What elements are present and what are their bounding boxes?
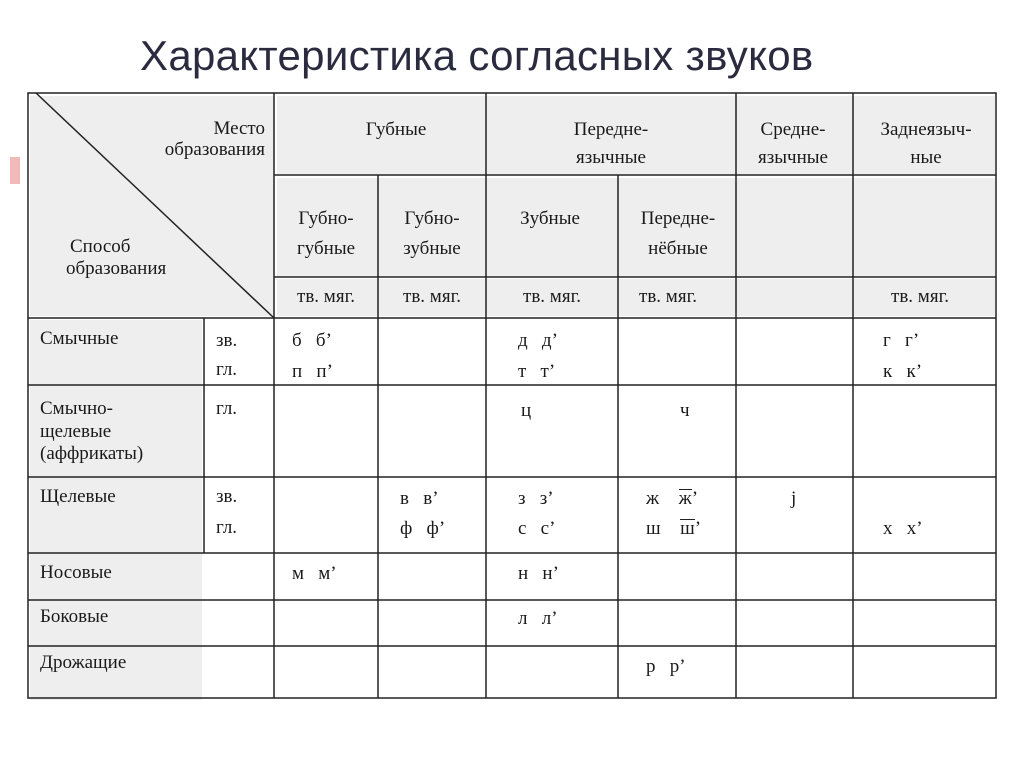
cell-fricative-middle: j: [791, 488, 797, 509]
cell-stop-back-voiced: г г’: [883, 330, 920, 351]
cell-stop-bilabial-voiced: б б’: [292, 330, 332, 351]
row-label-fricative: Щелевые: [40, 486, 116, 507]
subheader-bilabial-2: губные: [296, 238, 356, 259]
cell-fricative-back: х х’: [883, 518, 923, 539]
cell-stop-bilabial-voiceless: п п’: [292, 361, 333, 382]
header-front-2: язычные: [576, 147, 646, 168]
row-voiceless-stop: гл.: [216, 359, 238, 380]
header-front-1: Передне-: [573, 119, 649, 140]
corner-place-label-2: образования: [164, 139, 265, 160]
row-label-affricate-3: (аффрикаты): [40, 443, 144, 464]
cell-stop-dental-voiceless: т т’: [518, 361, 556, 382]
subheader-labiodental-2: зубные: [403, 238, 461, 259]
cell-zh-long: ж: [678, 488, 692, 509]
cell-fricative-palatal-voiceless: [646, 518, 701, 540]
corner-manner-label-1: Способ: [70, 236, 131, 257]
row-label-nasal: Носовые: [40, 562, 112, 583]
cell-fricative-palatal-voiced: [646, 488, 698, 510]
cell-nasal-dental: н н’: [518, 563, 559, 584]
cell-lateral-dental: л л’: [518, 608, 558, 629]
header-middle-1: Средне-: [760, 119, 826, 140]
corner-place-label-1: Место: [213, 118, 265, 139]
hardsoft-labiodental: тв. мяг.: [403, 286, 461, 307]
hardsoft-back: тв. мяг.: [891, 286, 949, 307]
cell-stop-dental-voiced: д д’: [518, 330, 558, 351]
header-back-2: ные: [910, 147, 942, 168]
header-labial: Губные: [365, 119, 427, 140]
cell-sh-long: ш: [680, 518, 695, 539]
row-label-lateral: Боковые: [40, 606, 109, 627]
cell-zh-mark: ’: [691, 488, 699, 509]
subheader-palatal-2: нёбные: [648, 238, 708, 259]
cell-zh-hard: ж: [646, 488, 660, 509]
cell-stop-back-voiceless: к к’: [883, 361, 923, 382]
subheader-palatal-1: Передне-: [640, 208, 716, 229]
row-label-affricate-2: щелевые: [40, 421, 112, 442]
row-label-affricate-1: Смычно-: [40, 398, 114, 419]
cell-sh-hard: ш: [646, 518, 661, 539]
row-voiceless-fricative: гл.: [216, 517, 238, 538]
hardsoft-palatal: тв. мяг.: [639, 286, 697, 307]
cell-fricative-labiodental-voiced: в в’: [400, 488, 439, 509]
subheader-dental: Зубные: [520, 208, 580, 229]
cell-fricative-labiodental-voiceless: ф ф’: [400, 518, 446, 539]
cell-fricative-dental-voiceless: с с’: [518, 518, 556, 539]
subheader-bilabial-1: Губно-: [298, 208, 354, 229]
cell-fricative-dental-voiced: з з’: [518, 488, 554, 509]
page-title: Характеристика согласных звуков: [140, 32, 814, 79]
row-label-stop: Смычные: [40, 328, 119, 349]
corner-manner-label-2: образования: [66, 258, 167, 279]
subheader-labiodental-1: Губно-: [404, 208, 460, 229]
header-middle-2: язычные: [758, 147, 828, 168]
row-voiceless-affricate: гл.: [216, 398, 238, 419]
header-back-1: Заднеязыч-: [880, 119, 972, 140]
cell-sh-mark: ’: [694, 518, 702, 539]
cell-affricate-dental: ц: [521, 400, 532, 421]
row-label-trill: Дрожащие: [40, 652, 127, 673]
cell-affricate-palatal: ч: [680, 400, 690, 421]
row-voiced-fricative: зв.: [216, 486, 238, 507]
row-voiced-stop: зв.: [216, 330, 238, 351]
cell-trill-palatal: р р’: [646, 656, 686, 677]
hardsoft-bilabial: тв. мяг.: [297, 286, 355, 307]
cell-nasal-bilabial: м м’: [292, 563, 337, 584]
hardsoft-dental: тв. мяг.: [523, 286, 581, 307]
